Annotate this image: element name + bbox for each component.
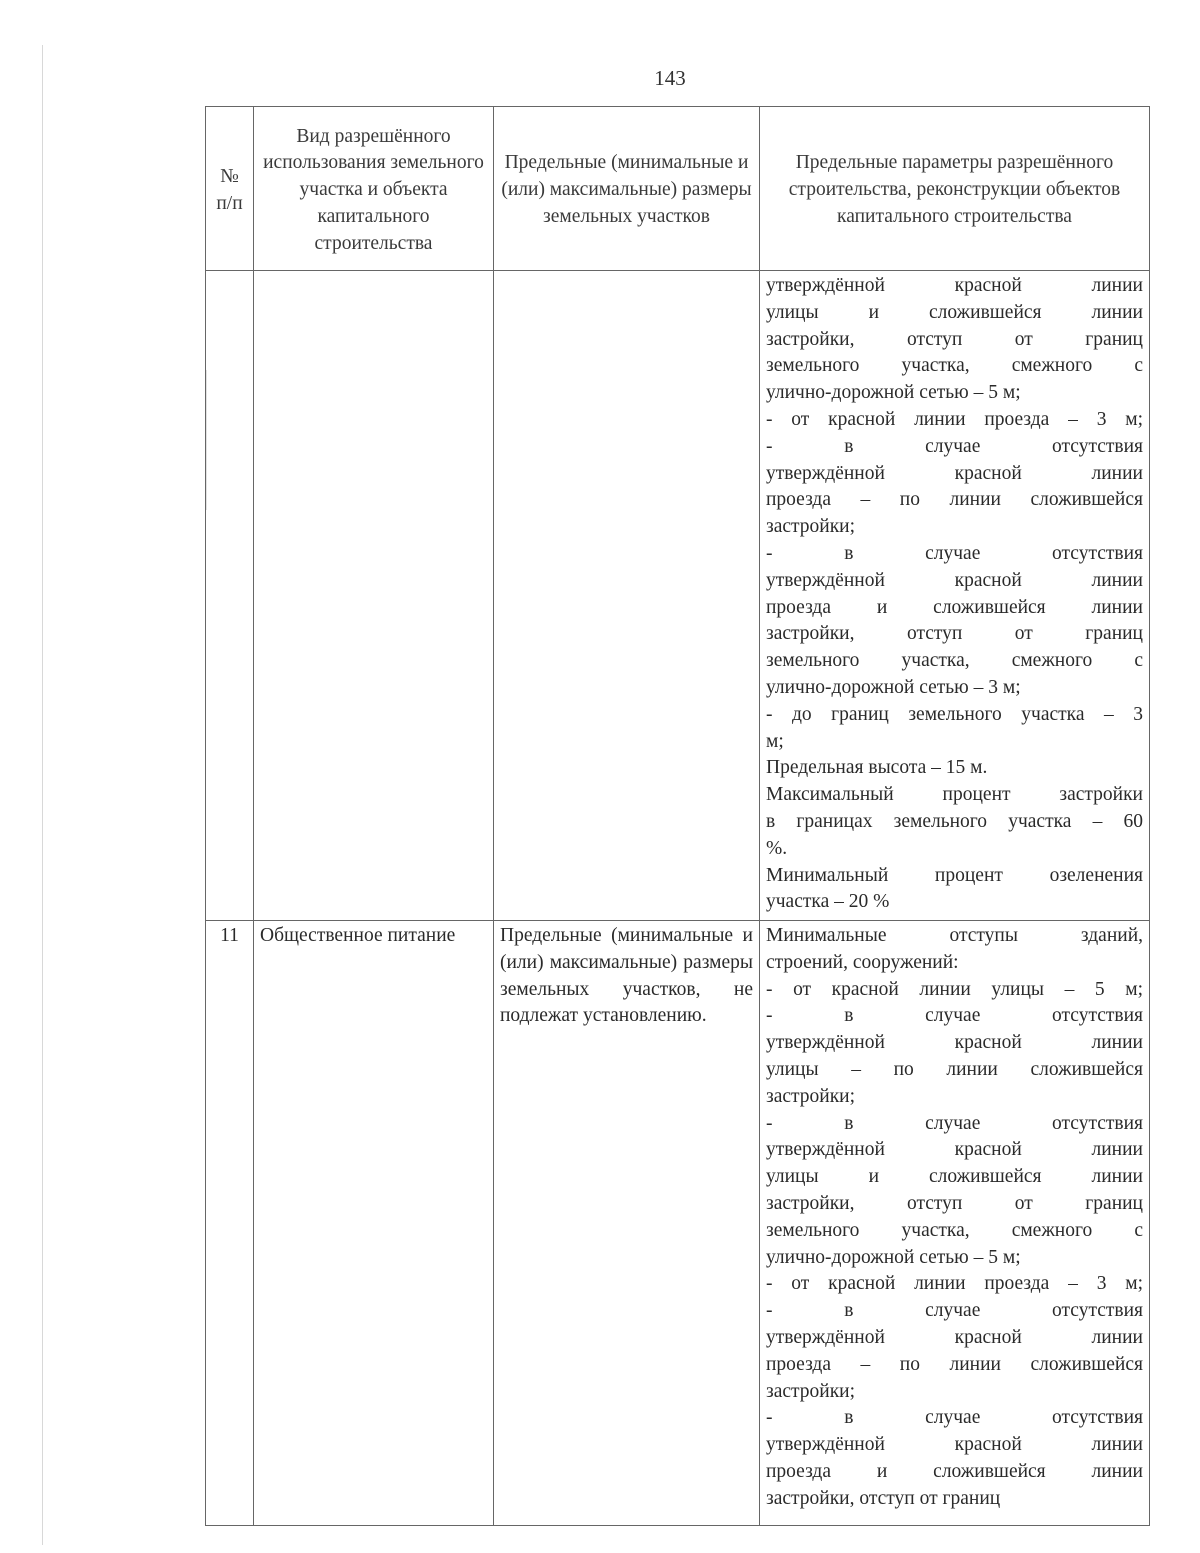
params-line: - в случае отсутствия bbox=[766, 1300, 1143, 1322]
cell-usage-kind bbox=[254, 271, 494, 921]
params-line: улично-дорожной сетью – 3 м; bbox=[766, 676, 1021, 698]
params-line: застройки, отступ от границ bbox=[766, 623, 1143, 645]
params-line: - в случае отсутствия bbox=[766, 435, 1143, 457]
params-line: застройки; bbox=[766, 1380, 856, 1402]
params-line: участка – 20 % bbox=[766, 891, 890, 913]
table-row-11 bbox=[206, 921, 1150, 1526]
cell-build-params bbox=[760, 921, 1150, 1526]
params-line: проезда – по линии сложившейся bbox=[766, 489, 1143, 511]
params-line: застройки, отступ от границ bbox=[766, 328, 1143, 350]
params-line: Максимальный процент застройки bbox=[766, 784, 1143, 806]
params-line: утверждённой красной линии bbox=[766, 569, 1143, 591]
params-text bbox=[766, 923, 1143, 1513]
header-build-params: Предельные параметры разрешённого строительства, реконструкции объектов капитального строительства bbox=[760, 107, 1150, 271]
params-line: - в случае отсутствия bbox=[766, 1407, 1143, 1429]
params-line: - до границ земельного участка – 3 bbox=[766, 703, 1143, 725]
header-usage-kind: Вид разрешённого использования земельного участка и объекта капитального строительства bbox=[254, 107, 494, 271]
params-line: земельного участка, смежного с bbox=[766, 1219, 1143, 1241]
params-line: Предельная высота – 15 м. bbox=[766, 757, 988, 779]
params-line: улично-дорожной сетью – 5 м; bbox=[766, 382, 1021, 404]
cell-number bbox=[206, 271, 254, 921]
params-line: улицы – по линии сложившейся bbox=[766, 1058, 1143, 1080]
params-line: земельного участка, смежного с bbox=[766, 650, 1143, 672]
params-line: м; bbox=[766, 730, 784, 752]
page-number: 143 bbox=[654, 66, 686, 90]
params-line: %. bbox=[766, 837, 788, 859]
params-line: проезда и сложившейся линии bbox=[766, 1460, 1143, 1482]
cell-build-params bbox=[760, 271, 1150, 921]
cell-usage-kind: Общественное питание bbox=[254, 921, 494, 1526]
cell-number: 11 bbox=[206, 921, 254, 1526]
params-line: проезда – по линии сложившейся bbox=[766, 1353, 1143, 1375]
params-line: - в случае отсутствия bbox=[766, 542, 1143, 564]
params-line: утверждённой красной линии bbox=[766, 1434, 1143, 1456]
header-number: № п/п bbox=[206, 107, 254, 271]
params-line: проезда и сложившейся линии bbox=[766, 596, 1143, 618]
cell-plot-size: Предельные (минимальные и (или) максимальные) размеры земельных участков, не подлежат установлению. bbox=[494, 921, 760, 1526]
params-line: застройки, отступ от границ bbox=[766, 1192, 1143, 1214]
params-line: утверждённой красной линии bbox=[766, 1326, 1143, 1348]
cell-plot-size bbox=[494, 271, 760, 921]
params-line: утверждённой красной линии bbox=[766, 275, 1143, 296]
params-line: земельного участка, смежного с bbox=[766, 355, 1143, 377]
params-line: Минимальный процент озеленения bbox=[766, 864, 1143, 886]
params-line: строений, сооружений: bbox=[766, 951, 959, 973]
params-line: - от красной линии проезда – 3 м; bbox=[766, 1273, 1143, 1295]
params-line: Минимальные отступы зданий, bbox=[766, 925, 1143, 946]
params-line: улицы и сложившейся линии bbox=[766, 1166, 1143, 1188]
params-line: в границах земельного участка – 60 bbox=[766, 810, 1143, 832]
params-text bbox=[766, 273, 1143, 916]
params-line: утверждённой красной линии bbox=[766, 462, 1143, 484]
params-line: утверждённой красной линии bbox=[766, 1139, 1143, 1161]
params-line: - в случае отсутствия bbox=[766, 1005, 1143, 1027]
params-line: - от красной линии проезда – 3 м; bbox=[766, 408, 1143, 430]
params-line: застройки; bbox=[766, 516, 856, 538]
table-row-continuation bbox=[206, 271, 1150, 921]
params-line: застройки, отступ от границ bbox=[766, 1487, 1001, 1509]
table-header-row bbox=[206, 107, 1150, 271]
header-plot-size: Предельные (минимальные и (или) максимальные) размеры земельных участков bbox=[494, 107, 760, 271]
params-line: - от красной линии улицы – 5 м; bbox=[766, 978, 1143, 1000]
params-line: - в случае отсутствия bbox=[766, 1112, 1143, 1134]
params-line: застройки; bbox=[766, 1085, 856, 1107]
params-line: утверждённой красной линии bbox=[766, 1032, 1143, 1054]
params-line: улицы и сложившейся линии bbox=[766, 301, 1143, 323]
scan-edge-line bbox=[42, 45, 43, 1545]
land-use-table bbox=[205, 106, 1150, 1526]
params-line: улично-дорожной сетью – 5 м; bbox=[766, 1246, 1021, 1268]
